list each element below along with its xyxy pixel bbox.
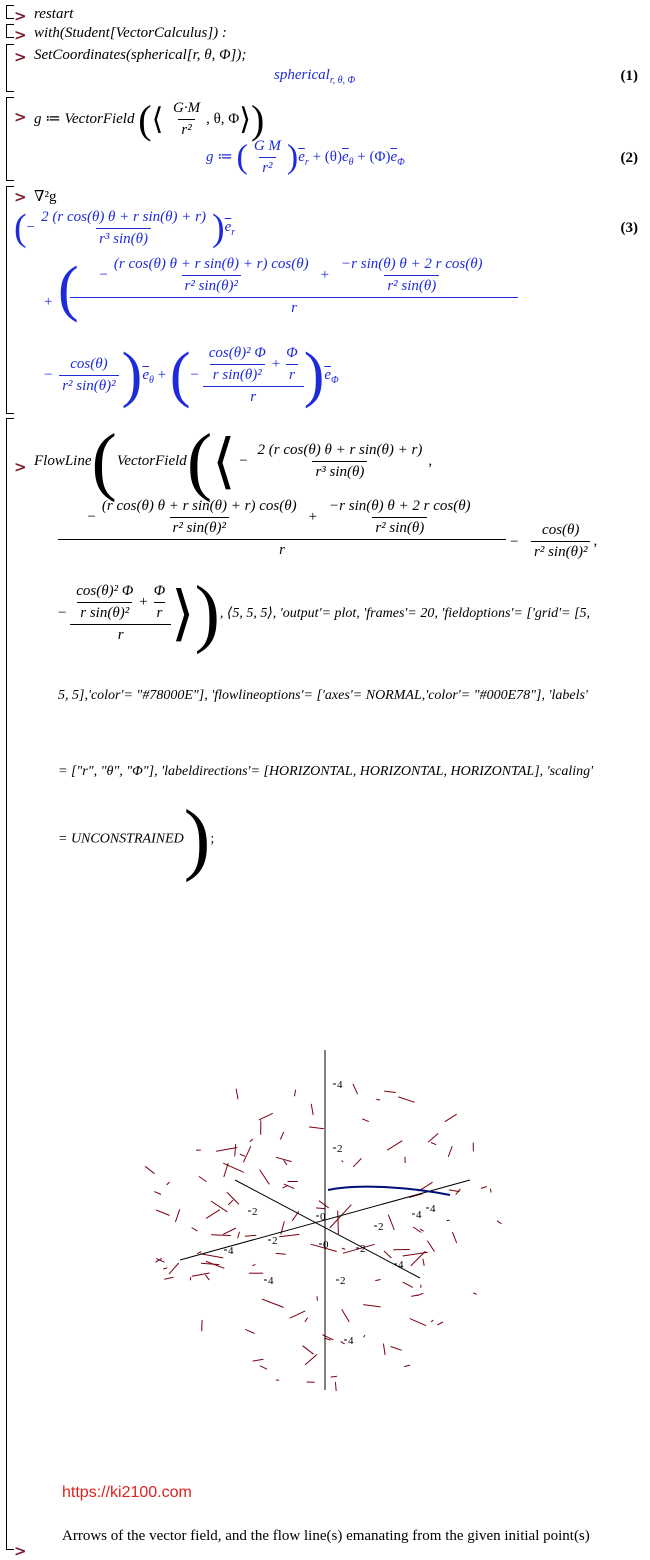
field-arrow [437, 1322, 443, 1325]
field-arrow [387, 1141, 402, 1151]
minus-sign: − [58, 605, 66, 621]
frac-den: r² sin(θ)² [182, 275, 241, 295]
field-arrow [164, 1277, 173, 1279]
field-arrow [154, 1192, 161, 1195]
paren-open: ( [14, 207, 27, 249]
input-restart[interactable]: restart [34, 6, 73, 23]
tick-label: 4 [348, 1335, 354, 1347]
field-arrow [384, 1251, 391, 1258]
field-arrow [303, 1346, 314, 1355]
plot-caption: Arrows of the vector field, and the flow line(s) emanating from the given initial point(s) [62, 1528, 590, 1545]
angle-close: ⟩ [239, 103, 251, 136]
frac-num: Φ [151, 583, 168, 602]
field-arrow [260, 1170, 270, 1185]
field-arrow [409, 1194, 423, 1198]
field-arrow [243, 1146, 251, 1162]
fraction-term1-in [255, 442, 426, 481]
frac-den: r² [178, 119, 194, 139]
angle-close: ⟩ [171, 581, 194, 647]
unit-e-theta: $\overline{e}_\theta$ [142, 367, 154, 383]
frac-num: cos(θ) [539, 522, 582, 541]
field-arrow [276, 1253, 286, 1254]
prompt-icon: > [14, 9, 27, 24]
frac-num: 2 (r cos(θ) θ + r sin(θ) + r) [255, 442, 426, 461]
paren-close: ) [287, 139, 298, 176]
equation-label-2: (2) [621, 150, 639, 167]
field-arrow [245, 1235, 257, 1236]
fraction-term2a [111, 256, 312, 295]
big-fraction-numerator [58, 498, 506, 537]
field-arrow [305, 1355, 317, 1365]
plus-sign: + [44, 294, 52, 311]
paren-open: ( [92, 419, 117, 503]
minus-sign: − [99, 267, 107, 284]
field-arrow [391, 1347, 402, 1351]
paren-open: ( [237, 139, 248, 176]
fraction-term2a-in [99, 498, 300, 537]
field-arrow [228, 1200, 233, 1205]
field-arrow [362, 1119, 369, 1122]
tick-label: 2 [360, 1243, 366, 1255]
equation-label-3: (3) [621, 220, 639, 237]
field-arrow [206, 1261, 224, 1268]
fraction-term3 [59, 356, 118, 395]
tick-label: 4 [337, 1079, 343, 1091]
flowline-args-4: = UNCONSTRAINED [58, 832, 184, 847]
field-arrow [364, 1335, 365, 1337]
input-flowline-row4[interactable]: 5, 5],'color'= "#78000E"], 'flowlineoptions'= ['axes'= NORMAL,'color'= "#000E78"], 'labels' [58, 688, 588, 704]
big-fraction-theta [70, 256, 518, 317]
frac-num: 2 (r cos(θ) θ + r sin(θ) + r) [38, 209, 209, 228]
big-fraction-denominator: r [203, 386, 304, 406]
field-arrow [205, 1275, 209, 1280]
field-arrow [206, 1210, 220, 1219]
field-arrow [311, 1104, 313, 1115]
output-laplacian-row1 [14, 206, 235, 250]
minus-sign: − [87, 509, 95, 526]
frac-num: cos(θ)² Φ [73, 583, 136, 602]
field-arrow [290, 1311, 306, 1318]
field-arrow [481, 1187, 487, 1189]
output-laplacian-row2 [44, 256, 524, 326]
field-arrow [145, 1166, 154, 1173]
big-fraction-phi [203, 345, 304, 406]
fraction-gm-r2 [170, 100, 203, 139]
frac-den: r sin(θ)² [210, 364, 265, 384]
prompt-icon: > [14, 190, 27, 205]
field-arrow [240, 1154, 245, 1156]
unit-e-r: $\overline{e}_r$ [298, 149, 309, 165]
field-arrow [260, 1366, 267, 1370]
field-arrow [292, 1211, 299, 1221]
output-spherical-text: spherical [274, 67, 330, 83]
group-bracket-laplacian[interactable] [6, 186, 14, 414]
big-fraction-phi-in [70, 583, 171, 644]
field-arrow [280, 1132, 283, 1140]
field-arrow [295, 1090, 296, 1097]
paren-close: ) [251, 97, 264, 142]
field-arrow [342, 1309, 350, 1322]
field-arrow [342, 1160, 344, 1162]
prompt-icon: > [14, 1544, 27, 1559]
fraction-gm-r2-out [251, 138, 284, 177]
frac-num: (r cos(θ) θ + r sin(θ) + r) cos(θ) [111, 256, 312, 275]
vectorfield-func: VectorField [117, 453, 187, 469]
big-fraction-denominator: r [70, 624, 171, 644]
frac-num: Φ [283, 345, 300, 364]
axis-ticks [224, 1079, 436, 1347]
big-paren-open: ( [58, 258, 79, 320]
frac-den: r² sin(θ) [372, 517, 427, 537]
field-arrow [309, 1127, 324, 1129]
plus-sign: + [139, 594, 147, 611]
plus-sign: + [309, 509, 317, 526]
input-flowline-row2[interactable] [58, 498, 618, 568]
frac-den: r³ sin(θ) [96, 228, 151, 248]
input-with[interactable]: with(Student[VectorCalculus]) : [34, 25, 227, 42]
big-paren-open: ( [170, 341, 191, 409]
group-bracket-with[interactable] [6, 24, 14, 38]
frac-den: r² [259, 157, 275, 177]
unit-e-phi: $\overline{e}_\Phi$ [390, 149, 404, 165]
field-arrow [200, 1254, 223, 1258]
plus-sign: + [272, 356, 280, 373]
angle-open: ⟨ [212, 429, 235, 495]
field-arrow [284, 1160, 287, 1165]
vf-args: , θ, Φ [206, 111, 239, 127]
field-arrow [163, 1268, 167, 1269]
frac-num: G M [251, 138, 284, 157]
field-arrow [417, 1293, 424, 1296]
field-arrow [497, 1221, 502, 1224]
field-arrow [331, 1376, 337, 1377]
tick-label: 0 [320, 1211, 326, 1223]
minus-sign: − [44, 367, 52, 383]
fraction-term4a-in [73, 583, 136, 622]
frac-den: r [286, 364, 298, 384]
big-paren-close: ) [304, 341, 325, 409]
minus-sign: − [239, 453, 247, 469]
output-spherical-sub: r, θ, Φ [330, 75, 355, 86]
input-vectorfield[interactable] [34, 96, 264, 143]
big-fraction-numerator [70, 256, 518, 295]
field-arrow [398, 1097, 414, 1102]
field-arrow [223, 1228, 236, 1234]
fraction-term2b [338, 256, 486, 295]
frac-num: cos(θ) [67, 356, 110, 375]
field-arrow [413, 1227, 421, 1233]
field-arrow [262, 1299, 284, 1307]
field-arrows [145, 1084, 501, 1391]
field-arrow [252, 1264, 255, 1266]
field-arrow [316, 1208, 326, 1209]
field-arrow [353, 1158, 361, 1166]
tick-label: 0 [323, 1239, 329, 1251]
frac-num: (r cos(θ) θ + r sin(θ) + r) cos(θ) [99, 498, 300, 517]
fraction-term1 [38, 209, 209, 248]
frac-den: r sin(θ)² [77, 602, 132, 622]
field-arrow [250, 1139, 253, 1142]
watermark-url[interactable]: https://ki2100.com [62, 1484, 192, 1502]
field-arrow [376, 1099, 380, 1100]
field-arrow [211, 1235, 231, 1236]
field-arrow [235, 1144, 236, 1156]
field-arrow [410, 1319, 426, 1326]
field-arrow [330, 1205, 352, 1228]
field-arrow [227, 1192, 239, 1204]
field-arrow [456, 1189, 461, 1195]
paren-close: ) [195, 571, 220, 655]
field-arrow [384, 1091, 396, 1092]
field-arrow [305, 1318, 308, 1322]
field-arrow [428, 1133, 438, 1142]
field-arrow [201, 1263, 219, 1264]
field-arrow [447, 1220, 450, 1221]
field-arrow [192, 1273, 210, 1276]
frac-num: cos(θ)² Φ [206, 345, 269, 364]
semicolon: ; [210, 832, 214, 847]
field-arrow [335, 1382, 336, 1391]
field-arrow [238, 1232, 240, 1239]
input-flowline-row1[interactable] [34, 418, 432, 505]
comma: , [428, 453, 432, 469]
field-arrow [216, 1148, 237, 1152]
output-g-vectorfield [206, 138, 405, 177]
frac-num: G·M [170, 100, 203, 119]
input-setcoordinates[interactable]: SetCoordinates(spherical[r, θ, Φ]); [34, 47, 246, 64]
field-arrow [319, 1201, 329, 1208]
tick-label: 2 [272, 1235, 278, 1247]
tick-label: 2 [337, 1143, 343, 1155]
theta-term: + (θ) [313, 149, 342, 165]
paren-close: ) [212, 207, 225, 249]
prompt-icon: > [14, 50, 27, 65]
g-assign: g ≔ [206, 149, 233, 165]
fraction-term4a [206, 345, 269, 384]
unit-e-r: $\overline{e}_r$ [225, 219, 236, 235]
flowline-args-1: , ⟨5, 5, 5⟩, 'output'= plot, 'frames'= 20, 'fieldoptions'= ['grid'= [5, [220, 606, 590, 621]
field-arrow [245, 1329, 254, 1333]
fraction-term2b-in [326, 498, 474, 537]
prompt-icon: > [14, 460, 27, 475]
field-arrow [156, 1210, 170, 1215]
paren-open: ( [187, 419, 212, 503]
plus-sign: + [158, 367, 166, 383]
field-arrow [448, 1146, 452, 1157]
input-flowline-row6[interactable] [58, 794, 214, 885]
field-arrow [283, 1186, 288, 1189]
big-paren-close: ) [122, 341, 143, 409]
field-arrow [236, 1089, 238, 1100]
frac-den: r² sin(θ)² [170, 517, 229, 537]
big-fraction-denominator: r [58, 539, 506, 559]
frac-den: r² sin(θ)² [531, 541, 590, 561]
field-arrow [363, 1305, 380, 1307]
group-bracket-vectorfield[interactable] [6, 97, 14, 181]
frac-num: −r sin(θ) θ + 2 r cos(θ) [338, 256, 486, 275]
big-fraction-numerator [203, 345, 304, 386]
tick-label: 4 [228, 1245, 234, 1257]
field-arrow [423, 1259, 424, 1266]
unit-e-theta: $\overline{e}_\theta$ [342, 149, 354, 165]
flowline-curve [328, 1187, 450, 1195]
big-fraction-denominator: r [70, 297, 518, 317]
field-arrow [353, 1084, 358, 1094]
flowline-func: FlowLine [34, 453, 92, 469]
axis-y [235, 1180, 420, 1278]
fraction-term4b [283, 345, 300, 384]
vectorfield-3d-plot[interactable] [130, 1040, 520, 1400]
minus-sign: − [510, 534, 518, 551]
minus-sign: − [27, 219, 35, 235]
big-fraction-theta-in [58, 498, 506, 559]
tick-label: 4 [416, 1209, 422, 1221]
field-arrow [473, 1293, 477, 1294]
tick-label: 2 [378, 1221, 384, 1233]
input-flowline-row3[interactable] [58, 570, 590, 657]
field-arrow [404, 1365, 410, 1367]
field-arrow [279, 1234, 299, 1236]
prompt-icon: > [14, 28, 27, 43]
frac-den: r² sin(θ) [384, 275, 439, 295]
field-arrow [383, 1344, 385, 1355]
prompt-icon: > [14, 110, 27, 125]
plus-sign: + [321, 267, 329, 284]
frac-num: −r sin(θ) θ + 2 r cos(θ) [326, 498, 474, 517]
field-arrow [388, 1215, 394, 1230]
field-arrow [375, 1280, 380, 1281]
tick-label: 4 [430, 1203, 436, 1215]
field-arrow [403, 1282, 413, 1287]
field-arrow [341, 1342, 345, 1344]
field-arrow [452, 1232, 456, 1243]
field-arrow [259, 1113, 273, 1120]
output-laplacian-row3 [44, 340, 339, 411]
field-arrow [167, 1182, 170, 1185]
tick-label: 4 [268, 1275, 274, 1287]
group-bracket-setcoords[interactable] [6, 44, 14, 92]
paren-open: ( [138, 97, 151, 142]
unit-e-phi: $\overline{e}_\Phi$ [324, 367, 338, 383]
field-arrow [192, 1228, 198, 1232]
angle-open: ⟨ [152, 103, 164, 136]
tick-label: 2 [340, 1275, 346, 1287]
field-arrow [445, 1114, 457, 1122]
group-bracket-flowline[interactable] [6, 418, 14, 1550]
frac-den: r² sin(θ)² [59, 375, 118, 395]
fraction-term4b-in [151, 583, 168, 622]
input-laplacian[interactable]: ∇²g [34, 187, 56, 206]
field-arrow [199, 1176, 207, 1181]
field-arrow [169, 1263, 179, 1274]
input-flowline-row5[interactable]: = ["r", "θ", "Φ"], 'labeldirections'= [HORIZONTAL, HORIZONTAL, HORIZONTAL], 'scaling' [58, 764, 593, 780]
big-fraction-numerator [70, 583, 171, 624]
output-spherical [274, 67, 355, 86]
frac-den: r³ sin(θ) [312, 461, 367, 481]
group-bracket-restart[interactable] [6, 5, 14, 19]
field-arrow [253, 1359, 264, 1361]
field-arrow [431, 1320, 433, 1322]
paren-close: ) [184, 795, 211, 883]
tick-label: 4 [398, 1259, 404, 1271]
field-arrow [427, 1241, 434, 1252]
tick-label: 2 [252, 1206, 258, 1218]
vf-assign-text: g ≔ VectorField [34, 111, 134, 127]
phi-term: + (Φ) [357, 149, 390, 165]
equation-label-1: (1) [621, 68, 639, 85]
field-arrow [338, 1211, 339, 1235]
minus-sign: − [191, 367, 199, 383]
fraction-term3-in: $\frac{\cos(\theta)}{\text{r² sin(θ)²}}$ , [528, 522, 597, 561]
field-arrow [420, 1229, 423, 1231]
field-arrow [490, 1189, 491, 1193]
frac-den: r [154, 602, 166, 622]
field-arrow [175, 1209, 179, 1222]
field-arrow [431, 1143, 436, 1145]
field-arrow [342, 1248, 345, 1249]
